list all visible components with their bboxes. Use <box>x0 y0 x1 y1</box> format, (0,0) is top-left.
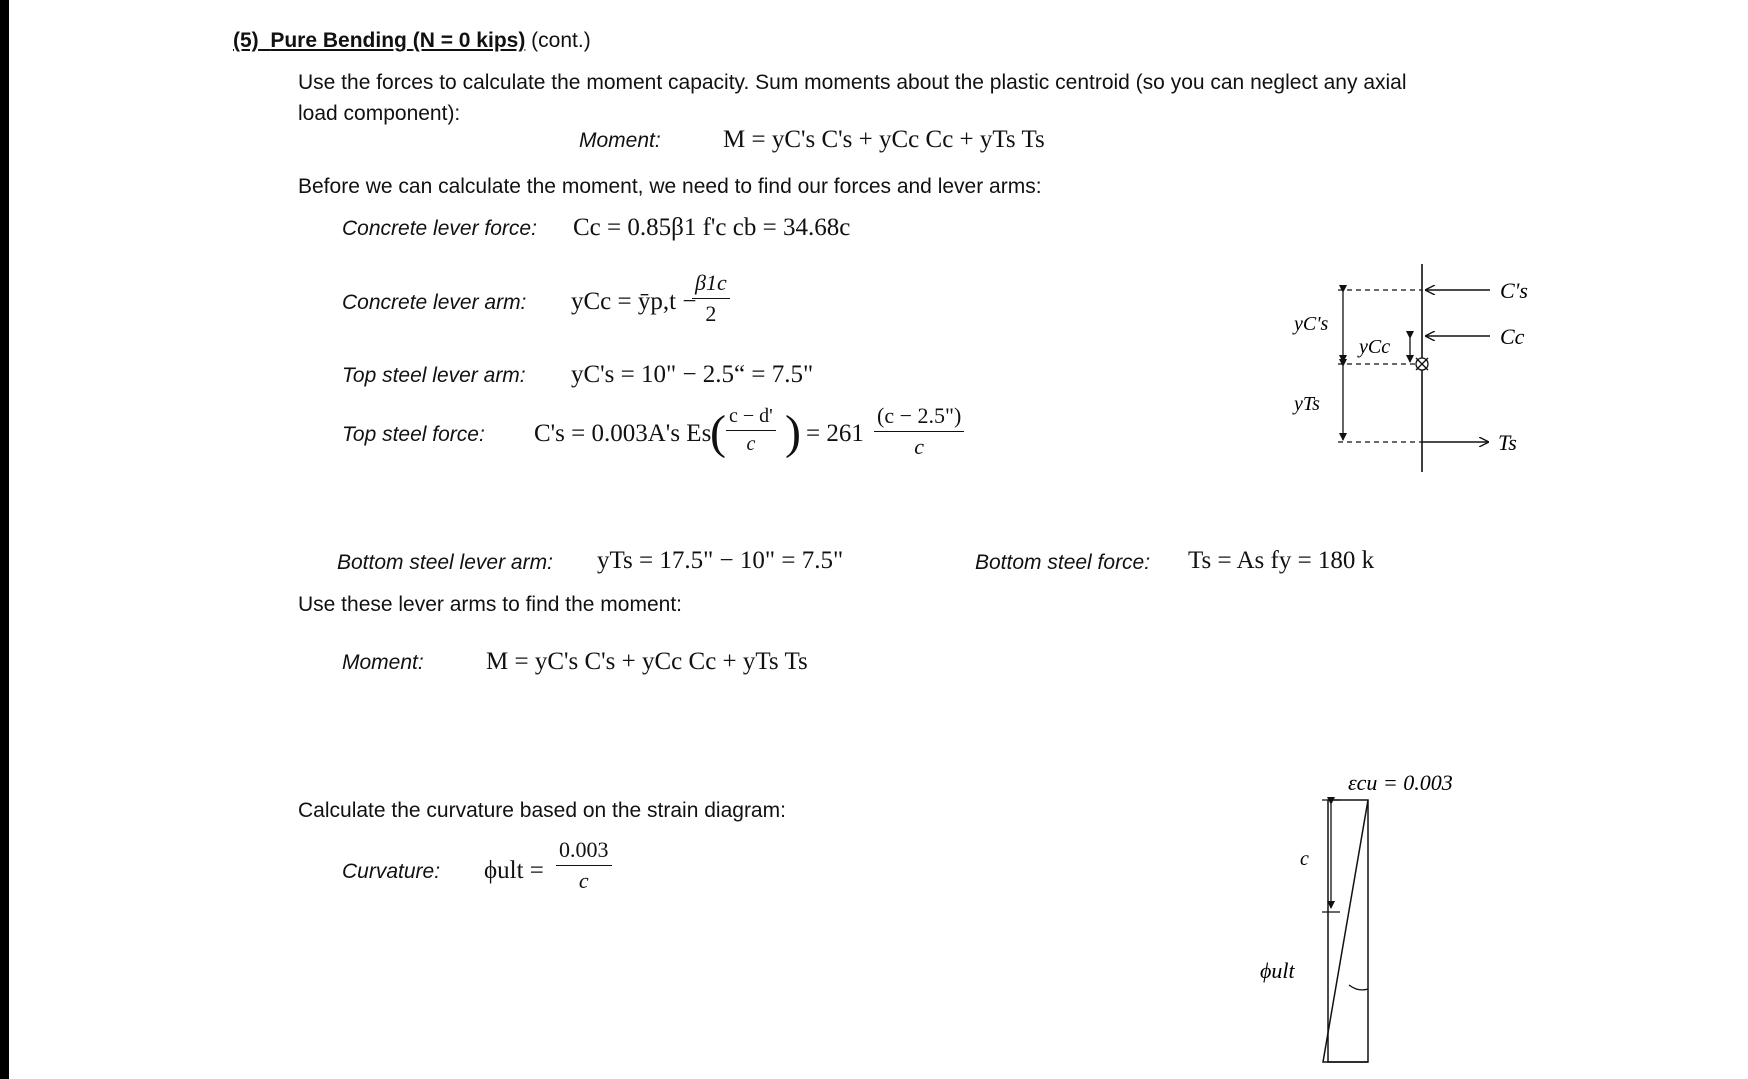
left-dark-border <box>0 0 9 1079</box>
moment-formula-1: M = yC's C's + yCc Cc + yTs Ts <box>723 126 1045 153</box>
force-diagram <box>1280 258 1530 478</box>
moment-label-1: Moment: <box>579 129 661 152</box>
top-steel-force-label: Top steel force: <box>342 423 485 446</box>
concrete-force-formula: Cc = 0.85β1 f'c cb = 34.68c <box>573 214 851 241</box>
concrete-arm-formula: yCc = ȳp,t − <box>571 288 697 315</box>
bottom-steel-arm-formula: yTs = 17.5" − 10" = 7.5" <box>597 547 844 574</box>
bottom-steel-force-formula: Ts = As fy = 180 k <box>1188 547 1375 574</box>
curvature-text: Calculate the curvature based on the strain diagram: <box>298 799 786 822</box>
ts-label: Ts <box>1498 430 1517 455</box>
heading-condition: (N = 0 kips) <box>412 29 526 52</box>
concrete-arm-denominator: 2 <box>705 301 717 326</box>
ycc-label: yCc <box>1359 336 1391 358</box>
cc-label: Cc <box>1500 324 1525 349</box>
strain-profile <box>1323 800 1368 1062</box>
close-paren: ) <box>785 406 801 459</box>
ecu-label: εcu = 0.003 <box>1348 770 1453 795</box>
c-label: c <box>1300 848 1309 870</box>
top-steel-frac2-den: c <box>914 434 925 459</box>
top-steel-frac1-den: c <box>746 433 756 455</box>
top-steel-force-mid: = 261 <box>806 420 864 447</box>
curvature-lhs: ϕult = <box>484 857 544 884</box>
heading-suffix: (cont.) <box>531 29 591 52</box>
top-steel-frac1-num: c − d' <box>726 405 776 431</box>
section-heading <box>233 28 591 54</box>
bottom-steel-arm-label: Bottom steel lever arm: <box>337 551 553 574</box>
curvature-label: Curvature: <box>342 860 441 883</box>
ycs-label: yC's <box>1294 313 1329 335</box>
top-steel-fraction-1 <box>726 405 776 456</box>
phi-ult-label: ϕult <box>1260 958 1295 983</box>
open-paren: ( <box>710 406 726 459</box>
top-steel-arm-label: Top steel lever arm: <box>342 364 526 387</box>
concrete-arm-numerator: β1c <box>692 270 730 299</box>
intro-line-1: Use the forces to calculate the moment capacity. Sum moments about the plastic centroid (so you can neglect any axial <box>298 71 1407 94</box>
before-text: Before we can calculate the moment, we need to find our forces and lever arms: <box>298 175 1042 198</box>
top-steel-fraction-2 <box>874 403 964 460</box>
curvature-fraction <box>556 837 612 894</box>
heading-number: (5) <box>233 29 259 52</box>
top-steel-arm-formula: yC's = 10" − 2.5“ = 7.5" <box>571 361 814 388</box>
top-steel-frac2-num: (c − 2.5") <box>874 403 964 432</box>
intro-line-2: load component): <box>298 102 461 125</box>
strain-diagram <box>1240 760 1500 1070</box>
cs-label: C's <box>1500 278 1528 303</box>
concrete-arm-label: Concrete lever arm: <box>342 291 527 314</box>
curvature-numerator: 0.003 <box>556 837 612 866</box>
heading-title: Pure Bending <box>270 29 407 52</box>
moment-label-2: Moment: <box>342 651 424 674</box>
plastic-centroid-icon <box>1416 358 1428 370</box>
concrete-force-label: Concrete lever force: <box>342 217 537 240</box>
moment-formula-2: M = yC's C's + yCc Cc + yTs Ts <box>486 648 808 675</box>
yts-label: yTs <box>1294 393 1320 415</box>
curvature-angle-arc <box>1349 985 1368 990</box>
concrete-arm-fraction <box>692 270 730 327</box>
curvature-denominator: c <box>578 868 589 893</box>
use-lever-arms-text: Use these lever arms to find the moment: <box>298 593 682 616</box>
bottom-steel-force-label: Bottom steel force: <box>975 551 1151 574</box>
top-steel-force-lhs: C's = 0.003A's Es <box>534 420 712 447</box>
